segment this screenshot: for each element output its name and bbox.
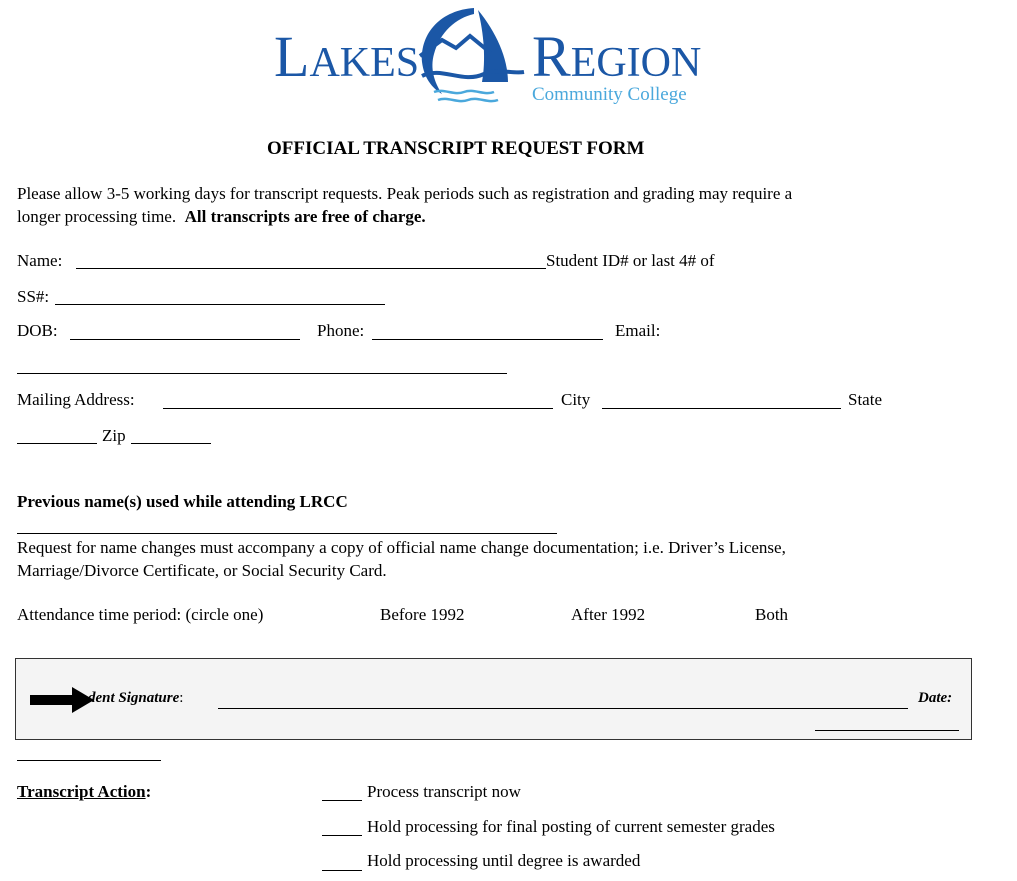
previous-names-field[interactable] (17, 533, 557, 534)
action-hold-degree: Hold processing until degree is awarded (367, 851, 641, 870)
date-field-line1[interactable] (815, 730, 959, 731)
logo-subtitle: Community College (532, 84, 687, 105)
name-field[interactable] (76, 268, 546, 269)
form-title: OFFICIAL TRANSCRIPT REQUEST FORM (267, 138, 645, 159)
mailing-address-field[interactable] (163, 408, 553, 409)
action-hold-grades: Hold processing for final posting of current semester grades (367, 817, 775, 836)
city-field[interactable] (602, 408, 841, 409)
sailboat-mountain-icon (412, 2, 532, 110)
state-label: State (848, 390, 882, 409)
transcript-action-label: Transcript Action: (17, 782, 152, 801)
phone-field[interactable] (372, 339, 603, 340)
arrow-right-icon (30, 687, 94, 713)
date-field-line2[interactable] (17, 760, 161, 761)
student-id-label: Student ID# or last 4# of (546, 251, 715, 270)
name-label: Name: (17, 251, 63, 270)
email-label: Email: (615, 321, 661, 340)
intro-text-line2: longer processing time. All transcripts are free of charge. (17, 207, 426, 226)
zip-label: Zip (102, 426, 126, 445)
phone-label: Phone: (317, 321, 365, 340)
name-change-note-line2: Marriage/Divorce Certificate, or Social Security Card. (17, 561, 387, 580)
signature-label: dent Signature: (88, 690, 184, 706)
action-blank-hold-degree[interactable] (322, 870, 362, 871)
date-label: Date: (918, 690, 953, 706)
ss-label: SS#: (17, 287, 50, 306)
mailing-address-label: Mailing Address: (17, 390, 135, 409)
dob-label: DOB: (17, 321, 58, 340)
dob-field[interactable] (70, 339, 300, 340)
signature-field[interactable] (218, 708, 908, 709)
action-blank-process-now[interactable] (322, 800, 362, 801)
action-blank-hold-grades[interactable] (322, 835, 362, 836)
attendance-label: Attendance time period: (circle one) (17, 605, 264, 624)
email-field[interactable] (17, 373, 507, 374)
attendance-option-before-1992[interactable]: Before 1992 (380, 605, 465, 624)
previous-names-label: Previous name(s) used while attending LRCC (17, 492, 348, 511)
logo-word-lakes: LAKES (274, 24, 420, 89)
ss-field[interactable] (55, 304, 385, 305)
action-process-now: Process transcript now (367, 782, 521, 801)
attendance-option-after-1992[interactable]: After 1992 (571, 605, 646, 624)
free-of-charge-note: All transcripts are free of charge. (184, 207, 426, 226)
logo-word-region: REGION (532, 24, 702, 89)
intro-text-line1: Please allow 3-5 working days for transcript requests. Peak periods such as registration and grading may require a (17, 184, 793, 203)
attendance-option-both[interactable]: Both (755, 605, 789, 624)
zip-field[interactable] (131, 443, 211, 444)
city-label: City (561, 390, 591, 409)
name-change-note-line1: Request for name changes must accompany a copy of official name change documentation; i.e. Driver’s License, (17, 538, 786, 557)
state-field[interactable] (17, 443, 97, 444)
